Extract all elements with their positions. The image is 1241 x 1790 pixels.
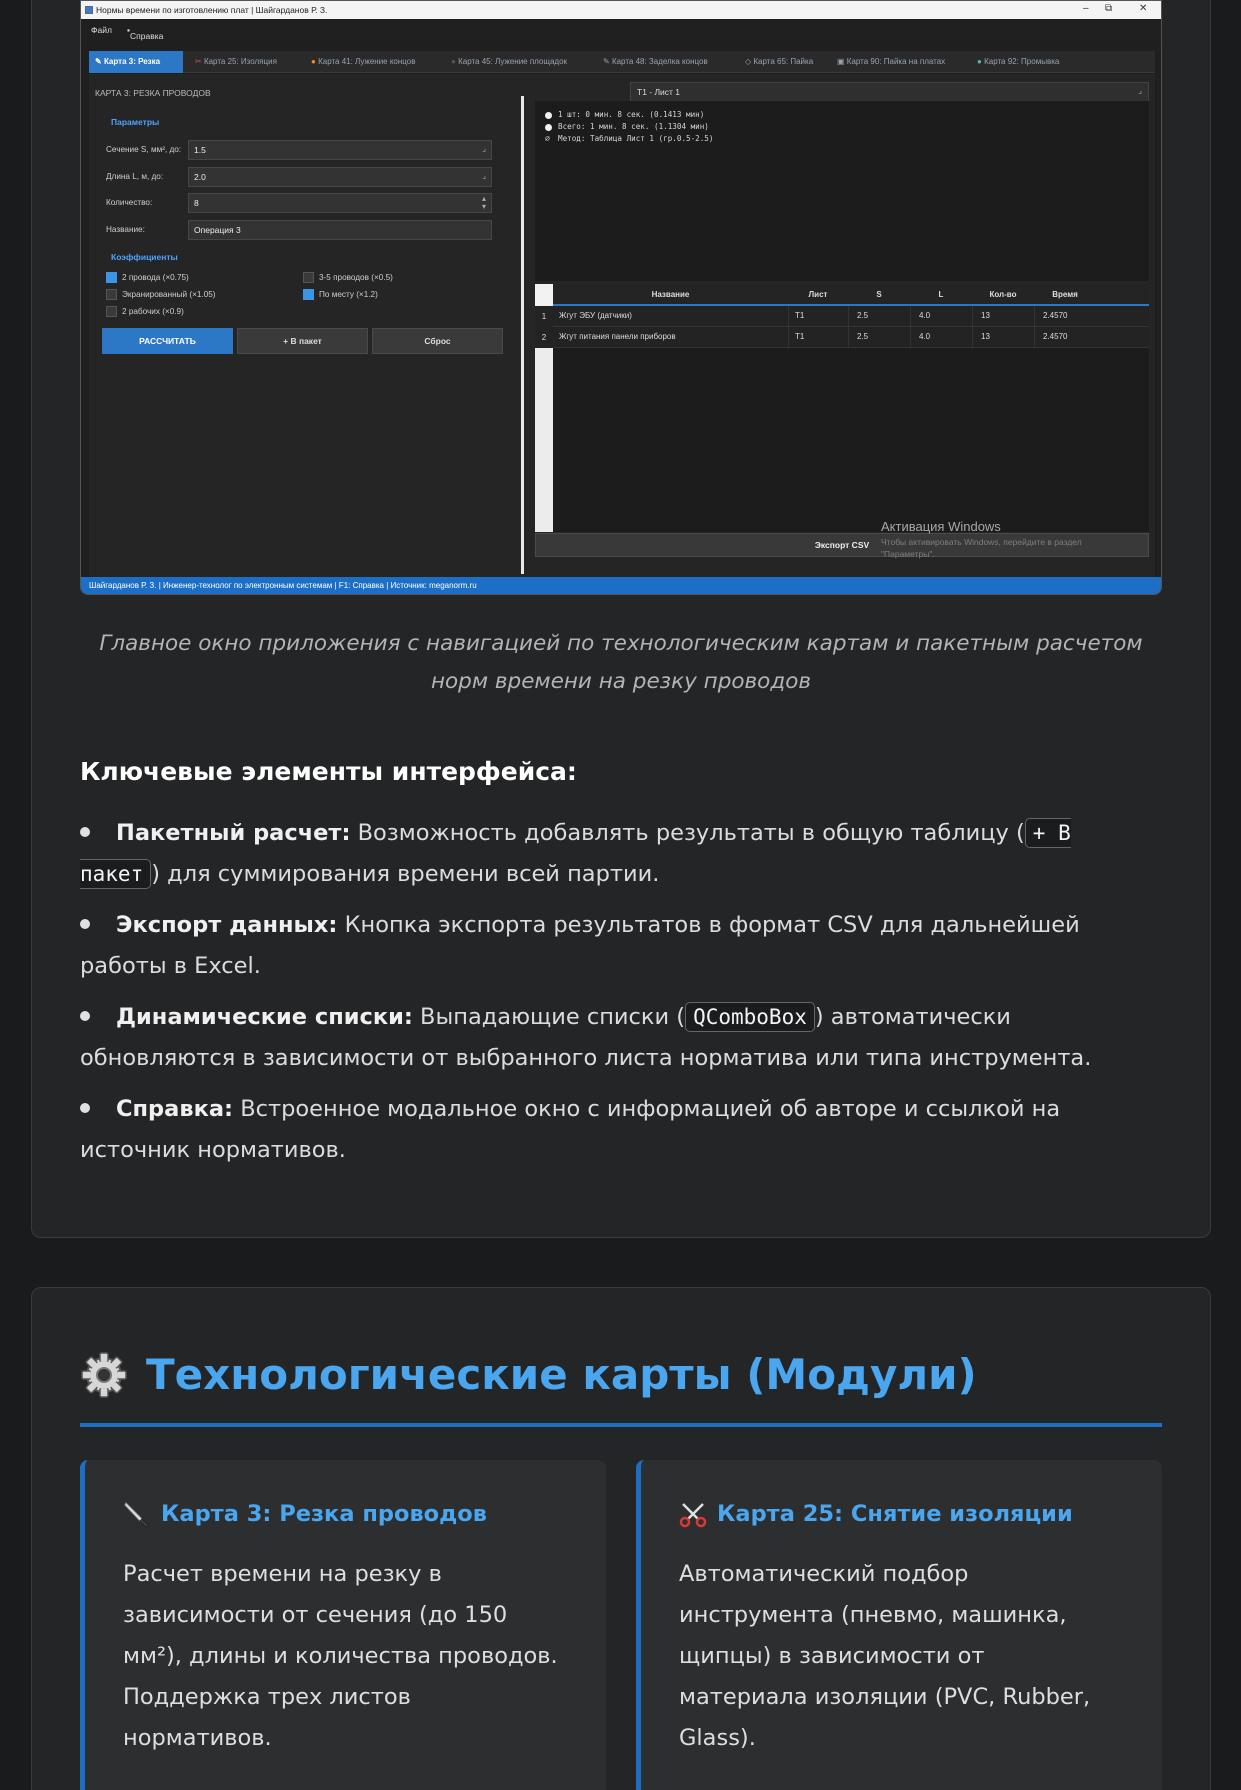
checkbox[interactable] bbox=[303, 272, 314, 283]
module-description: Автоматический подбор инструмента (пневмо, машинка, щипцы) в зависимости от материала изоляции (PVC, Rubber, Glass). bbox=[679, 1561, 1091, 1751]
map-title: КАРТА 3: РЕЗКА ПРОВОДОВ bbox=[95, 88, 211, 98]
bullet-icon bbox=[545, 112, 552, 119]
table-cell[interactable]: 2.4570 bbox=[1043, 332, 1068, 341]
column-header[interactable]: S bbox=[876, 290, 882, 299]
table-cell[interactable]: 2.5 bbox=[857, 332, 869, 341]
knife-icon bbox=[123, 1500, 151, 1528]
tab-map-48[interactable]: ✎ Карта 48: Заделка концов bbox=[603, 57, 708, 66]
maximize-icon[interactable]: ⧉ bbox=[1105, 3, 1113, 14]
tab-map-41[interactable]: ● Карта 41: Лужение концов bbox=[311, 57, 416, 66]
menubar bbox=[81, 19, 1161, 41]
key-elements-heading: Ключевые элементы интерфейса: bbox=[80, 757, 577, 786]
list-item: Справка: Встроенное модальное окно с информацией об авторе и ссылкой на источник нормативов. bbox=[80, 1096, 1061, 1163]
batch-table bbox=[535, 284, 1149, 532]
menu-help[interactable]: ▪ Справка bbox=[127, 25, 164, 41]
table-cell[interactable]: Т1 bbox=[795, 311, 805, 320]
window-title: Нормы времени по изготовлению плат | Шайгарданов Р. З. bbox=[96, 5, 328, 15]
list-item: Пакетный расчет: Возможность добавлять результаты в общую таблицу ( + В пакет ) для суммирования времени всей партии. bbox=[80, 820, 1071, 887]
table-cell[interactable]: 13 bbox=[981, 311, 990, 320]
tab-content bbox=[89, 74, 1155, 584]
paperclip-icon: ⌀ bbox=[545, 134, 550, 143]
column-header[interactable]: Название bbox=[651, 290, 690, 299]
checkbox-checked[interactable] bbox=[106, 272, 117, 283]
inline-code: + В пакет bbox=[80, 818, 1071, 889]
module-card-map-3 bbox=[80, 1460, 606, 1790]
add-to-batch-button[interactable]: + В пакет bbox=[237, 328, 368, 354]
reset-button[interactable]: Сброс bbox=[372, 328, 503, 354]
key-elements-list bbox=[80, 813, 1162, 1181]
table-cell[interactable]: Жгут питания панели приборов bbox=[559, 332, 676, 341]
section-divider bbox=[80, 1423, 1162, 1427]
bullet-icon bbox=[80, 919, 90, 929]
row-number[interactable]: 1 bbox=[535, 306, 553, 327]
table-cell[interactable]: 2.4570 bbox=[1043, 311, 1068, 320]
result-output: 1 шт: 0 мин. 8 сек. (0.1413 мин) Всего: 1 мин. 8 сек. (1.1304 мин) ⌀ Метод: Таблица Лист 1 (гр.0.5-2.5) bbox=[535, 101, 1149, 281]
table-row[interactable] bbox=[553, 327, 1149, 348]
bullet-icon bbox=[80, 827, 90, 837]
table-cell[interactable]: 2.5 bbox=[857, 311, 869, 320]
column-header[interactable]: Время bbox=[1052, 290, 1078, 299]
coeff-checkbox[interactable]: Экранированный (×1.05) bbox=[106, 289, 216, 300]
table-cell[interactable]: Жгут ЭБУ (датчики) bbox=[559, 311, 632, 320]
figure-caption: Главное окно приложения с навигацией по технологическим картам и пакетным расчетом норм времени на резку проводов bbox=[99, 631, 1143, 694]
spin-arrows-icon[interactable]: ▴ ▾ bbox=[481, 194, 486, 211]
column-header[interactable]: Кол-во bbox=[989, 290, 1017, 299]
tab-map-3[interactable]: ✎ Карта 3: Резка bbox=[89, 51, 183, 73]
app-screenshot bbox=[80, 0, 1162, 595]
menu-file[interactable]: Файл bbox=[91, 25, 112, 35]
row-number[interactable]: 2 bbox=[535, 327, 553, 348]
coeff-checkbox[interactable]: По месту (×1.2) bbox=[303, 289, 378, 300]
section-title: Технологические карты (Модули) bbox=[146, 1350, 977, 1399]
splitter-handle[interactable] bbox=[521, 96, 524, 574]
checkbox[interactable] bbox=[106, 289, 117, 300]
table-cell[interactable]: 4.0 bbox=[919, 311, 931, 320]
windows-activation-watermark: Активация Windows Чтобы активировать Windows, перейдите в раздел "Параметры". bbox=[881, 519, 1082, 559]
module-card-map-25 bbox=[636, 1460, 1162, 1790]
bullet-icon bbox=[545, 124, 552, 131]
sheet-select[interactable]: Т1 - Лист 1 ⌟ bbox=[630, 82, 1149, 102]
quantity-stepper[interactable]: 8 ▴ ▾ bbox=[188, 193, 492, 213]
tab-map-92[interactable]: ● Карта 92: Промывка bbox=[977, 57, 1060, 66]
table-cell[interactable]: Т1 bbox=[795, 332, 805, 341]
table-row[interactable] bbox=[553, 306, 1149, 327]
tab-map-65[interactable]: ◇ Карта 65: Пайка bbox=[745, 57, 814, 66]
inline-code: QComboBox bbox=[685, 1002, 815, 1032]
list-item: Экспорт данных: Кнопка экспорта результатов в формат CSV для дальнейшей работы в Excel. bbox=[80, 912, 1080, 979]
calculate-button[interactable]: РАССЧИТАТЬ bbox=[102, 328, 233, 354]
section-heading bbox=[80, 1350, 977, 1399]
section-select[interactable]: 1.5 ⌟ bbox=[188, 140, 492, 160]
chevron-down-icon: ⌟ bbox=[482, 144, 486, 153]
module-description: Расчет времени на резку в зависимости от сечения (до 150 мм²), длины и количества проводов. Поддержка трех листов нормативов. bbox=[123, 1561, 558, 1751]
minimize-icon[interactable]: – bbox=[1083, 3, 1089, 14]
coeff-checkbox[interactable]: 2 рабочих (×0.9) bbox=[106, 306, 184, 317]
app-icon bbox=[85, 6, 93, 14]
bullet-icon bbox=[80, 1103, 90, 1113]
tab-map-90[interactable]: ▣ Карта 90: Пайка на платах bbox=[837, 57, 946, 66]
field-label: Сечение S, мм², до: bbox=[106, 145, 182, 154]
close-icon[interactable]: ✕ bbox=[1139, 3, 1148, 14]
table-cell[interactable]: 13 bbox=[981, 332, 990, 341]
chevron-down-icon: ⌟ bbox=[1138, 86, 1142, 95]
scissors-icon bbox=[679, 1500, 707, 1528]
chevron-down-icon: ⌟ bbox=[482, 171, 486, 180]
module-title: Карта 3: Резка проводов bbox=[123, 1500, 487, 1528]
operation-name-input[interactable]: Операция 3 bbox=[188, 220, 492, 240]
tab-map-45[interactable]: ● Карта 45: Лужение площадок bbox=[451, 57, 568, 66]
checkbox[interactable] bbox=[106, 306, 117, 317]
module-title: Карта 25: Снятие изоляции bbox=[679, 1500, 1073, 1528]
table-corner[interactable] bbox=[535, 284, 553, 306]
coeffs-group-title: Коэффициенты bbox=[111, 252, 178, 262]
field-label: Длина L, м, до: bbox=[106, 172, 164, 181]
table-header bbox=[553, 284, 1149, 306]
length-select[interactable]: 2.0 ⌟ bbox=[188, 167, 492, 187]
coeff-checkbox[interactable]: 3-5 проводов (×0.5) bbox=[303, 272, 393, 283]
checkbox-checked[interactable] bbox=[303, 289, 314, 300]
field-label: Название: bbox=[106, 225, 145, 234]
coeff-checkbox[interactable]: 2 провода (×0.75) bbox=[106, 272, 189, 283]
params-group-title: Параметры bbox=[111, 117, 160, 127]
list-item: Динамические списки: Выпадающие списки ( QComboBox ) автоматически обновляются в зависимости от выбранного листа норматива или типа инструмента. bbox=[80, 1004, 1092, 1071]
column-header[interactable]: L bbox=[938, 290, 944, 299]
tab-bar bbox=[89, 51, 1155, 73]
export-csv-button[interactable]: Экспорт CSV bbox=[535, 533, 1149, 557]
bullet-icon bbox=[80, 1011, 90, 1021]
column-header[interactable]: Лист bbox=[808, 290, 828, 299]
window-titlebar bbox=[81, 1, 1161, 19]
tab-map-25[interactable]: ✂ Карта 25: Изоляция bbox=[195, 57, 277, 66]
status-bar: Шайгарданов Р. З. | Инженер-технолог по электронным системам | F1: Справка | Источник: meganorm.ru bbox=[81, 577, 1161, 595]
field-label: Количество: bbox=[106, 198, 153, 207]
gear-icon bbox=[80, 1351, 128, 1399]
table-cell[interactable]: 4.0 bbox=[919, 332, 931, 341]
